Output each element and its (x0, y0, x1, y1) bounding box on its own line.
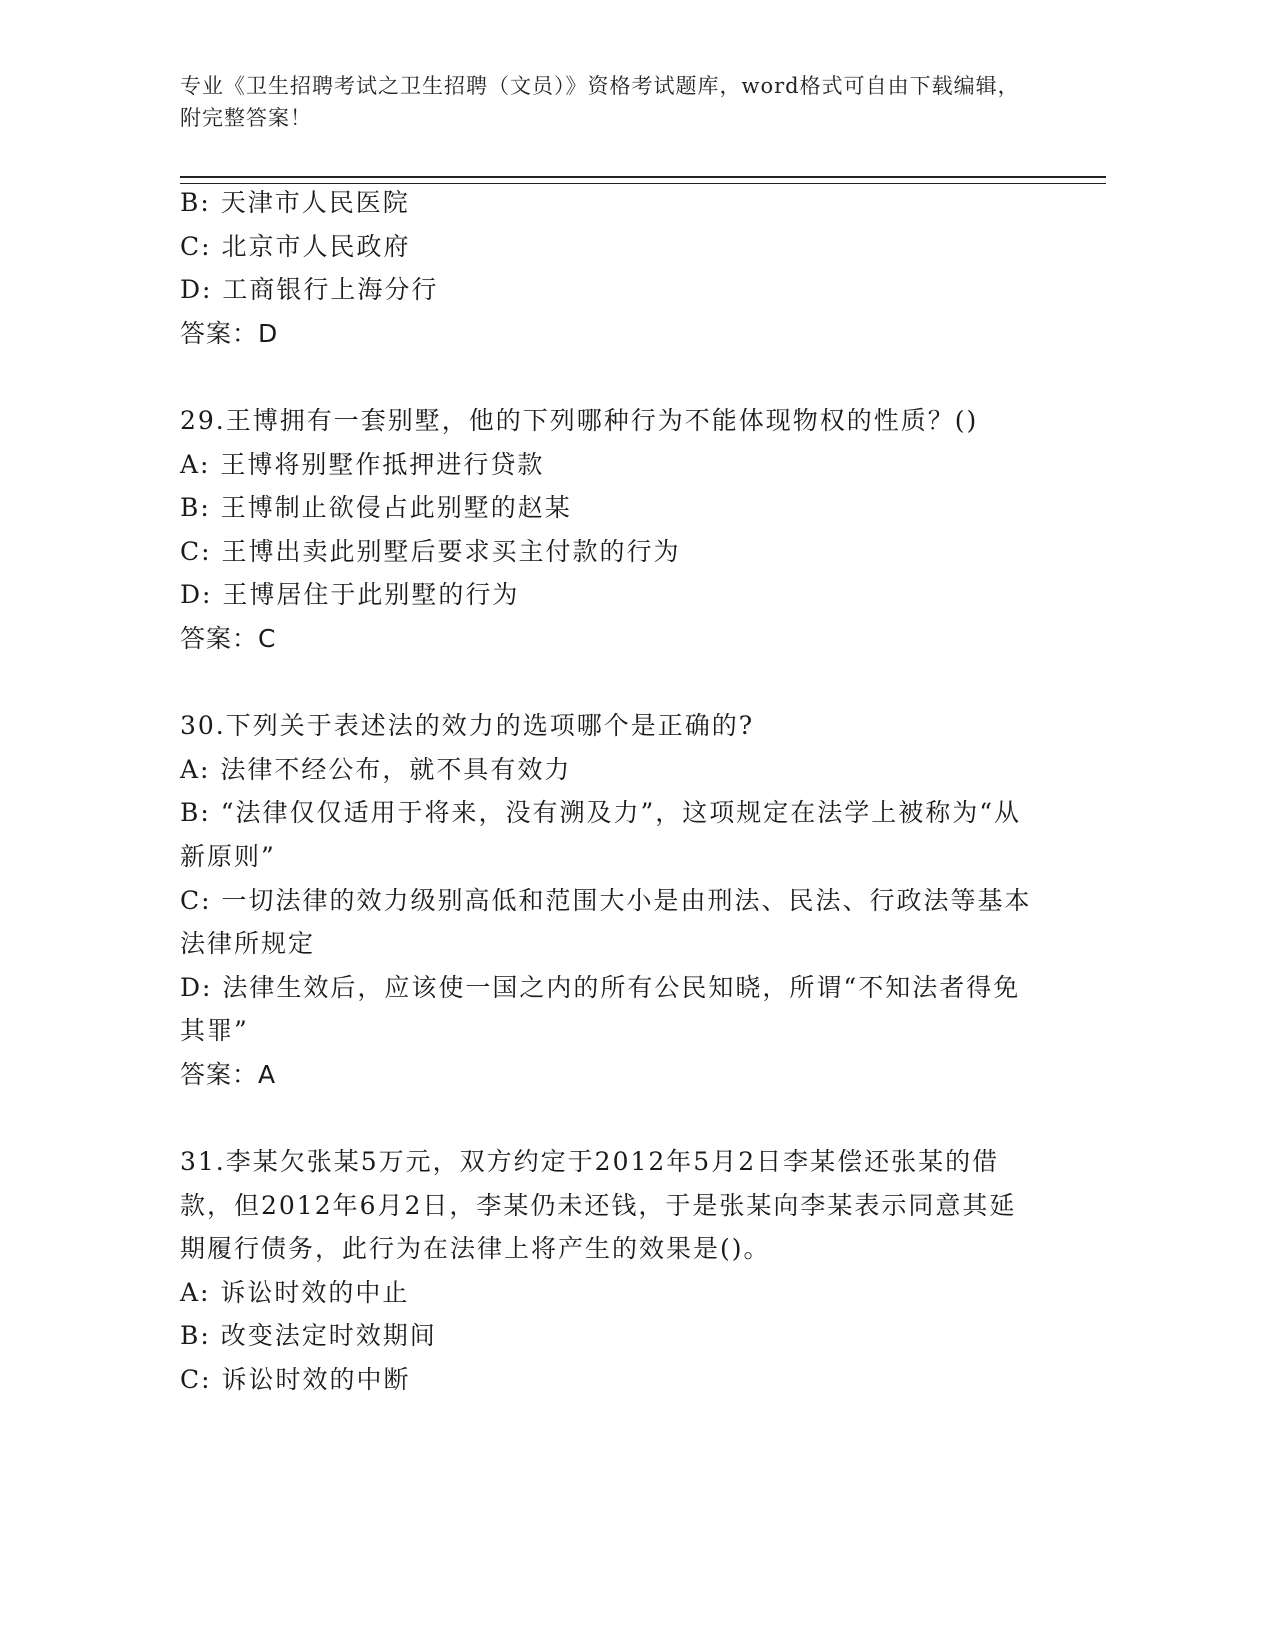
question-28-continued (180, 181, 1040, 355)
question-31 (180, 1140, 1040, 1402)
question-29 (180, 399, 1040, 661)
option-a: A: 王博将别墅作抵押进行贷款 (180, 449, 545, 479)
option-d: D: 工商银行上海分行 (180, 275, 439, 305)
option-b: B: “法律仅仅适用于将来，没有溯及力”，这项规定在法学上被称为“从新原则” (180, 798, 1022, 871)
question-stem: 31.李某欠张某5万元，双方约定于2012年5月2日李某偿还张某的借款，但2012年6月2日，李某仍未还钱，于是张某向李某表示同意其延期履行债务，此行为在法律上将产生的效果是()。 (180, 1147, 1017, 1264)
option-a: A: 诉讼时效的中止 (180, 1277, 410, 1307)
option-b: B: 改变法定时效期间 (180, 1321, 437, 1351)
answer-label: 答案：D (180, 318, 279, 348)
question-30 (180, 704, 1040, 1096)
option-c: C: 一切法律的效力级别高低和范围大小是由刑法、民法、行政法等基本法律所规定 (180, 885, 1032, 959)
spacer (180, 1096, 1040, 1140)
spacer (180, 661, 1040, 705)
question-stem: 29.王博拥有一套别墅，他的下列哪种行为不能体现物权的性质？() (180, 405, 979, 435)
option-a: A: 法律不经公布，就不具有效力 (180, 754, 572, 784)
option-c: C: 诉讼时效的中断 (180, 1365, 411, 1395)
option-d: D: 法律生效后，应该使一国之内的所有公民知晓，所谓“不知法者得免其罪” (180, 972, 1021, 1046)
answer-label: 答案：C (180, 623, 277, 653)
option-b: B: 王博制止欲侵占此别墅的赵某 (180, 493, 572, 523)
answer-label: 答案：A (180, 1059, 277, 1089)
document-header: 专业《卫生招聘考试之卫生招聘（文员）》资格考试题库，word格式可自由下载编辑，附完整答案！ (180, 74, 1020, 130)
question-content (180, 181, 1040, 1402)
option-b: B: 天津市人民医院 (180, 188, 410, 217)
option-c: C: 北京市人民政府 (180, 231, 411, 261)
spacer (180, 355, 1040, 399)
option-c: C: 王博出卖此别墅后要求买主付款的行为 (180, 536, 681, 566)
question-stem: 30.下列关于表述法的效力的选项哪个是正确的? (180, 711, 755, 741)
option-d: D: 王博居住于此别墅的行为 (180, 580, 520, 610)
